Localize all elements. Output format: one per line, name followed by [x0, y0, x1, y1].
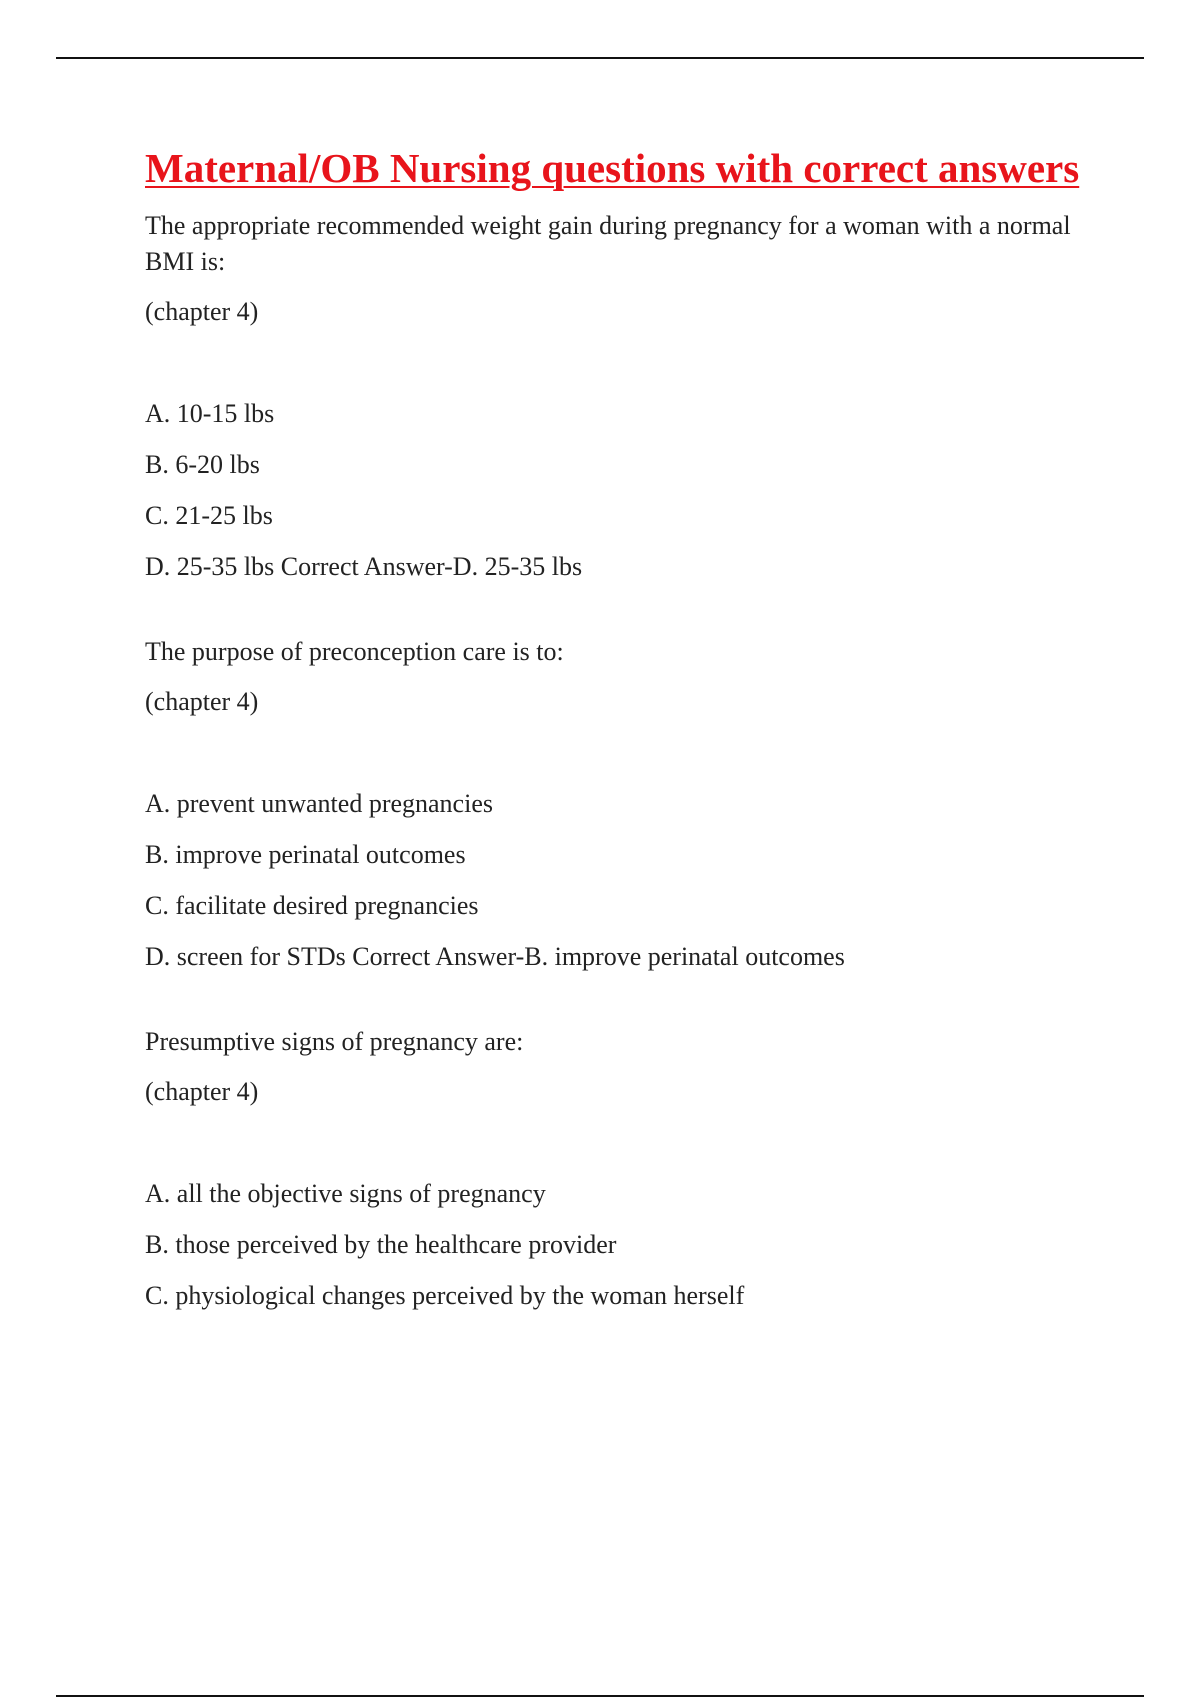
- answer-options: [145, 1176, 1085, 1314]
- option-a: A. prevent unwanted pregnancies: [145, 789, 493, 818]
- answer-options: [145, 396, 1085, 585]
- option-c: C. 21-25 lbs: [145, 501, 273, 530]
- question-stem: The appropriate recommended weight gain during pregnancy for a woman with a normal BMI is:: [145, 211, 1071, 276]
- option-a: A. all the objective signs of pregnancy: [145, 1179, 546, 1208]
- question-1: [145, 208, 1085, 585]
- question-chapter: (chapter 4): [145, 687, 259, 716]
- document-page: [145, 140, 1085, 1329]
- option-a: A. 10-15 lbs: [145, 399, 275, 428]
- option-b: B. 6-20 lbs: [145, 450, 260, 479]
- document-title: Maternal/OB Nursing questions with correct answers: [145, 145, 1080, 191]
- option-d: D. 25-35 lbs Correct Answer-D. 25-35 lbs: [145, 552, 583, 581]
- question-chapter: (chapter 4): [145, 297, 259, 326]
- bottom-rule: [56, 1695, 1144, 1697]
- top-rule: [56, 57, 1144, 59]
- question-3: [145, 1024, 1085, 1314]
- option-b: B. those perceived by the healthcare provider: [145, 1230, 617, 1259]
- question-chapter: (chapter 4): [145, 1077, 259, 1106]
- question-stem: Presumptive signs of pregnancy are:: [145, 1027, 524, 1056]
- question-stem: The purpose of preconception care is to:: [145, 637, 564, 666]
- answer-options: [145, 786, 1085, 975]
- option-c: C. physiological changes perceived by the woman herself: [145, 1281, 745, 1310]
- option-d: D. screen for STDs Correct Answer-B. improve perinatal outcomes: [145, 942, 845, 971]
- option-c: C. facilitate desired pregnancies: [145, 891, 479, 920]
- option-b: B. improve perinatal outcomes: [145, 840, 466, 869]
- question-2: [145, 634, 1085, 975]
